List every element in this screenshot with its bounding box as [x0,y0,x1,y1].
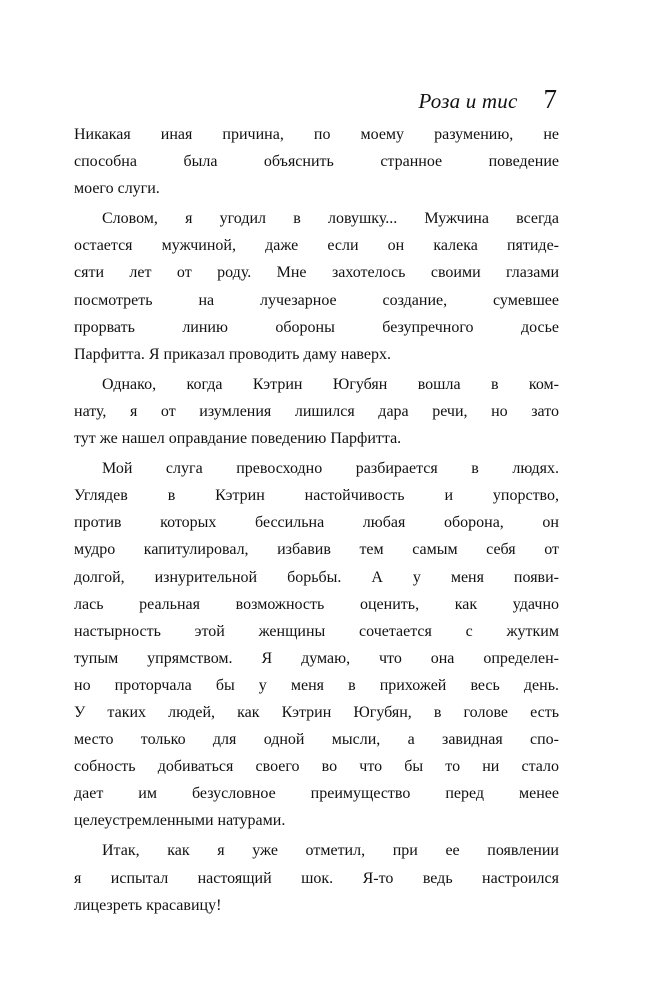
running-head [419,84,557,115]
running-title: Роза и тис [418,89,518,113]
text-line: мудро капитулировал, избавив тем самым себя от [74,541,559,559]
text-line: настырность этой женщины сочетается с жутким [74,622,559,640]
text-line: дает им безусловное преимущество перед менее [74,785,559,803]
text-line: место только для одной мысли, а завидная спо- [74,731,559,749]
text-line: моего слуги. [74,180,160,198]
text-line: долгой, изнурительной борьбы. А у меня появи- [74,568,559,586]
text-line: способна была объяснить странное поведение [74,153,559,171]
body-text [74,126,559,924]
paragraph-1 [74,126,559,207]
text-line: Мой слуга превосходно разбирается в людях. [102,460,559,478]
paragraph-4 [74,460,559,839]
text-line: остается мужчиной, даже если он калека пятиде- [74,237,559,255]
text-line: прорвать линию обороны безупречного досье [74,318,559,336]
text-line: посмотреть на лучезарное создание, сумевшее [74,291,559,309]
text-line: лась реальная возможность оценить, как удачно [74,595,559,613]
text-line: сяти лет от роду. Мне захотелось своими глазами [74,264,559,282]
text-line: нату, я от изумления лишился дара речи, но зато [74,402,559,420]
page-number: 7 [543,84,557,114]
text-line: У таких людей, как Кэтрин Югубян, в голове есть [74,703,559,721]
text-line: собность добиваться своего во что бы то ни стало [74,758,559,776]
text-line: против которых бессильна любая оборона, он [74,514,559,532]
text-line: лицезреть красавицу! [74,896,222,914]
text-line: Однако, когда Кэтрин Югубян вошла в ком- [102,375,559,393]
text-line: Никакая иная причина, по моему разумению, не [74,126,559,143]
text-line: тупым упрямством. Я думаю, что она определен- [74,649,559,667]
paragraph-5 [74,842,559,923]
text-line: Словом, я угодил в ловушку... Мужчина всегда [102,210,559,228]
text-line: тут же нашел оправдание поведению Парфитта. [74,430,402,448]
text-line: но проторчала бы у меня в прихожей весь день. [74,676,559,694]
paragraph-3 [74,376,559,457]
text-line: я испытал настоящий шок. Я-то ведь настроился [74,869,559,887]
text-line: Парфитта. Я приказал проводить даму наверх. [74,345,391,363]
paragraph-2 [74,210,559,373]
text-line: Углядев в Кэтрин настойчивость и упорство, [74,487,559,505]
text-line: Итак, как я уже отметил, при ее появлении [102,842,559,860]
text-line: целеустремленными натурами. [74,812,286,830]
